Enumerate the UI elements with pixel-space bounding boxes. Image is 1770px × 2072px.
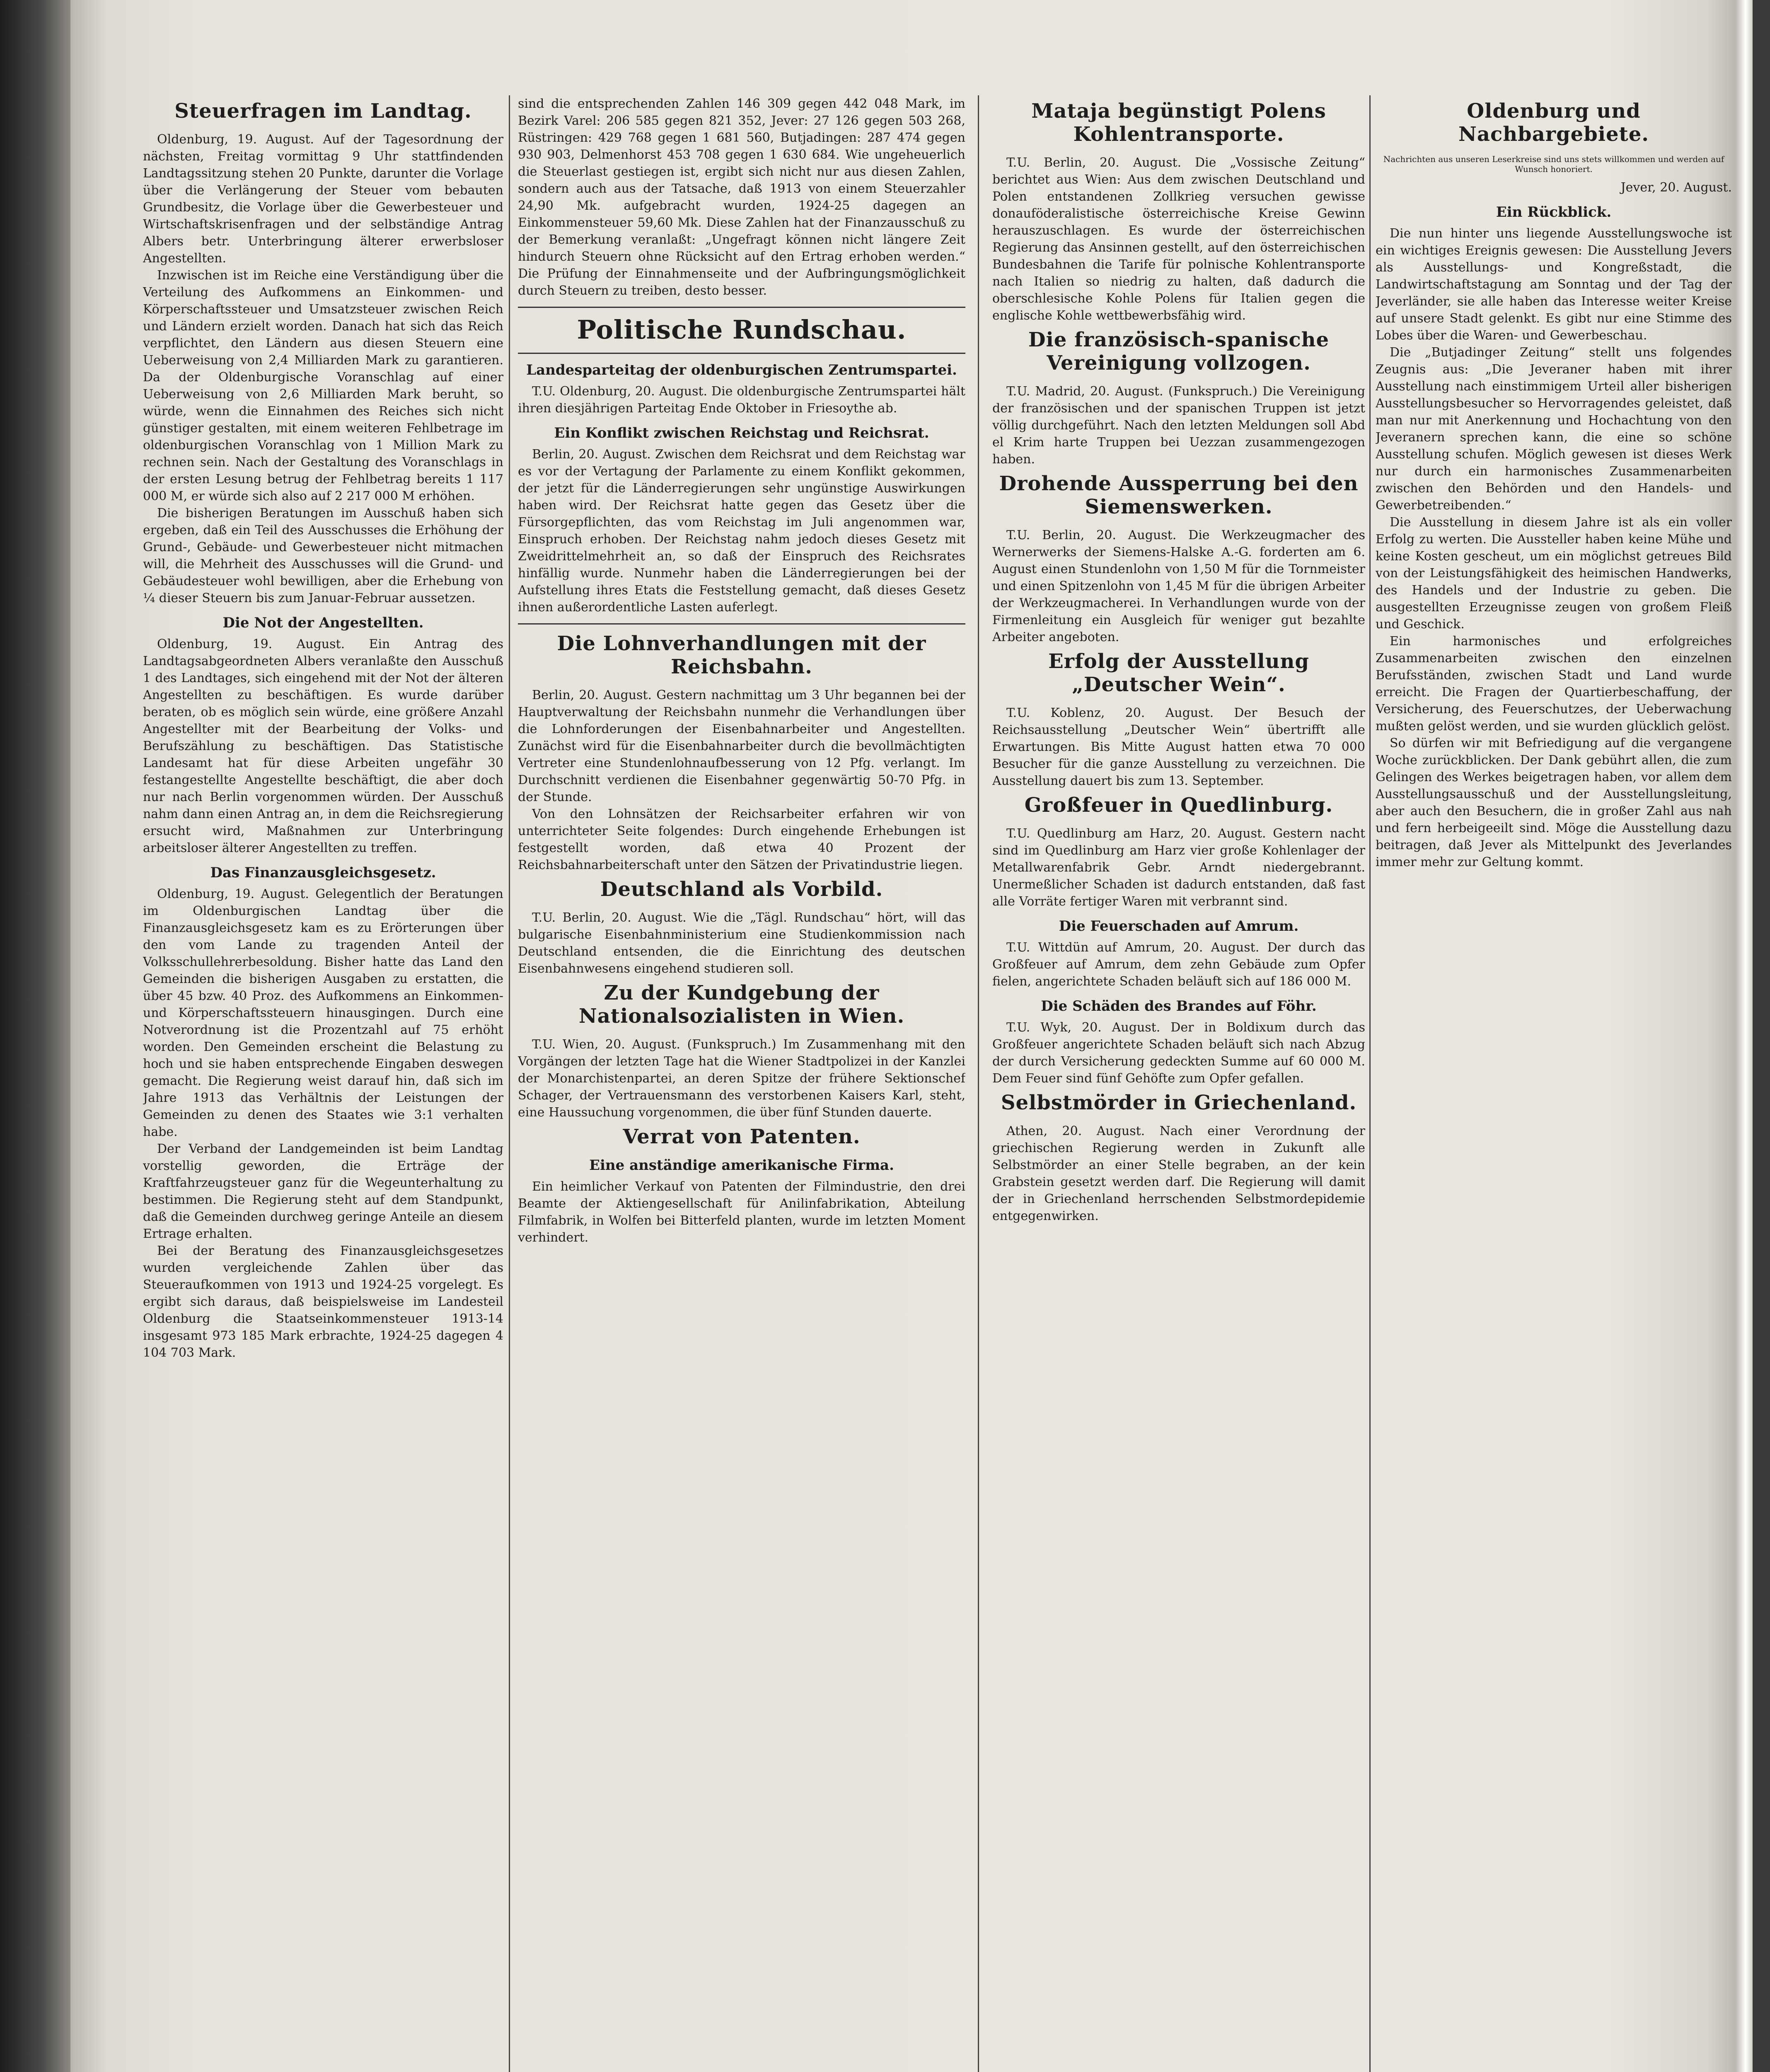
subheading-rueckblick: Ein Rückblick.: [1496, 204, 1612, 220]
article-paragraph: Inzwischen ist im Reiche eine Verständigung über die Verteilung des Aufkommens an Einkommen- und Körperschaftssteuer und Umsatzsteuer zwischen Reich und Ländern erzielt worden. Danach hat sich das Reich verpflichtet, den Ländern aus diesen Steuern eine Ueberweisung von 2,4 Milliarden Mark zu garantieren. Da der Oldenburgische Voranschlag auf einer Ueberweisung von 2,6 Milliarden Mark beruht, so würde, wenn die Einnahmen des Reiches sich nicht günstiger gestalten, mit einem weiteren Fehlbetrage im oldenburgischen Voranschlag von 1 Million Mark zu rechnen sein. Nach der Gestaltung des Voranschlags in der ersten Lesung betrug der Fehlbetrag bereits 1 117 000 M, er würde sich also auf 2 217 000 M erhöhen.: [143, 268, 503, 503]
section-divider: [518, 307, 965, 308]
subheading-foehr: Die Schäden des Brandes auf Föhr.: [1041, 998, 1317, 1014]
headline-kundgebung-wien: Zu der Kundgebung der Nationalsozialisten in Wien.: [578, 981, 905, 1028]
section-divider: [518, 623, 965, 625]
headline-franz-span: Die französisch-spanische Vereinigung vollzogen.: [1028, 328, 1330, 375]
article-paragraph: T.U. Madrid, 20. August. (Funkspruch.) Die Vereinigung der französischen und der spanischen Truppen ist jetzt völlig durchgeführt. Nach den letzten Meldungen soll Abd el Krim harte Truppen bei Uezzan zusammengezogen haben.: [992, 384, 1365, 467]
book-spine-shadow: [0, 0, 70, 2072]
headline-deutscher-wein: Erfolg der Ausstellung „Deutscher Wein“.: [1048, 650, 1309, 696]
headline-mataja: Mataja begünstigt Polens Kohlentransporte.: [1031, 99, 1326, 146]
subheading-finanzausgleich: Das Finanzausgleichsgesetz.: [210, 864, 436, 881]
article-paragraph: Die bisherigen Beratungen im Ausschuß haben sich ergeben, daß ein Teil des Ausschusses die Erhöhung der Grund-, Gebäude- und Gewerbesteuer nicht mitmachen will, die Mehrheit des Ausschusses will die Grund- und Gebäudesteuer wohl bewilligen, aber die Erhebung von ¼ dieser Steuern bis zum Januar-Februar aussetzen.: [143, 506, 503, 605]
dateline: Jever, 20. August.: [1620, 180, 1732, 195]
subheading-konflikt: Ein Konflikt zwischen Reichstag und Reichsrat.: [554, 425, 929, 441]
article-paragraph: Ein harmonisches und erfolgreiches Zusammenarbeiten zwischen den einzelnen Berufsständen, zwischen Stadt und Land wurde erreicht. Die Fragen der Quartierbeschaffung, der Versicherung, des Feuerschutzes, der Ueberwachung mußten gelöst werden, und sie wurden glücklich gelöst.: [1376, 634, 1732, 733]
article-paragraph: Die nun hinter uns liegende Ausstellungswoche ist ein wichtiges Ereignis gewesen: Die Ausstellung Jevers als Ausstellungs- und Kongreßstadt, die Landwirtschaftstagung am Sonntag und der Tag der Jeverländer, sie alle haben das Interesse weiter Kreise auf unsere Stadt gelenkt. Es gibt nur eine Stimme des Lobes über die Waren- und Gewerbeschau.: [1376, 226, 1732, 343]
headline-selbstmoerder: Selbstmörder in Griechenland.: [1001, 1091, 1357, 1114]
article-paragraph: T.U. Wyk, 20. August. Der in Boldixum durch das Großfeuer angerichtete Schaden beläuft sich nach Abzug der durch Versicherung gedeckten Summe auf 60 000 M. Dem Feuer sind fünf Gehöfte zum Opfer gefallen.: [992, 1020, 1365, 1086]
headline-verrat-patenten: Verrat von Patenten.: [623, 1125, 861, 1148]
article-paragraph: Die „Butjadinger Zeitung“ stellt uns folgendes Zeugnis aus: „Die Jeveraner haben mit ihrer Ausstellung nach einstimmigem Urteil aller bisherigen Ausstellungsbesucher so Hervorragendes geleistet, daß man nur mit Anerkennung und Hochachtung von den Jeveranern sprechen kann, die eine so schöne Ausstellung schufen. Möglich gewesen ist dieses Werk nur durch ein harmonisches Zusammenarbeiten zwischen den Behörden und den Handels- und Gewerbetreibenden.“: [1376, 345, 1732, 513]
article-paragraph: sind die entsprechenden Zahlen 146 309 gegen 442 048 Mark, im Bezirk Varel: 206 585 gegen 821 352, Jever: 27 126 gegen 503 268, Rüstringen: 429 768 gegen 1 681 560, Butjadingen: 287 474 gegen 930 903, Delmenhorst 453 708 gegen 1 630 684. Wie ungeheuerlich die Steuerlast gestiegen ist, ergibt sich nicht nur aus diesen Zahlen, sondern auch aus der Tatsache, daß 1913 von einem Steuerzahler 24,90 Mk. aufgebracht wurden, 1924-25 dagegen an Einkommensteuer 59,60 Mk. Diese Zahlen hat der Finanzausschuß zu der Bemerkung veranlaßt: „Ungefragt können nicht längere Zeit hindurch Steuern ohne Rücksicht auf den Ertrag erhoben werden.“ Die Prüfung der Einnahmenseite und der Aufbringungsmöglichkeit durch Steuern zu treiben, desto besser.: [518, 97, 965, 298]
headline-grossfeuer: Großfeuer in Quedlinburg.: [1024, 794, 1333, 817]
column-4: [1376, 95, 1732, 2072]
page-edge: [1735, 0, 1753, 2072]
headline-politische-rundschau: Politische Rundschau.: [577, 315, 907, 345]
article-paragraph: Ein heimlicher Verkauf von Patenten der Filmindustrie, den drei Beamte der Aktiengesellschaft für Anilinfabrikation, Abteilung Filmfabrik, in Wolfen bei Bitterfeld planten, wurde im letzten Moment verhindert.: [518, 1179, 965, 1245]
column-rule-2: [978, 95, 979, 2072]
subheading-amrum: Die Feuerschaden auf Amrum.: [1059, 918, 1299, 934]
article-paragraph: Von den Lohnsätzen der Reichsarbeiter erfahren wir von unterrichteter Seite folgendes: Durch eingehende Erhebungen ist festgestellt worden, daß etwa 40 Prozent der Reichsbahnarbeiterschaft unter den Sätzen der Privatindustrie liegen.: [518, 807, 965, 872]
column-2: [518, 95, 965, 2072]
subheading-landesparteitag: Landesparteitag der oldenburgischen Zentrumspartei.: [526, 362, 957, 378]
headline-oldenburg-nachbargebiete: Oldenburg und Nachbargebiete.: [1458, 99, 1649, 146]
article-paragraph: T.U. Wittdün auf Amrum, 20. August. Der durch das Großfeuer auf Amrum, dem zehn Gebäude zum Opfer fielen, angerichtete Schaden beläuft sich auf 186 000 M.: [992, 940, 1365, 989]
column-3: [992, 95, 1365, 2072]
headline-deutschland-vorbild: Deutschland als Vorbild.: [600, 878, 883, 901]
subheading-amerikanische-firma: Eine anständige amerikanische Firma.: [589, 1157, 894, 1174]
article-paragraph: Berlin, 20. August. Zwischen dem Reichsrat und dem Reichstag war es vor der Vertagung der Parlamente zu einem Konflikt gekommen, der jetzt für die Länderregierungen sehr ungünstige Auswirkungen haben wird. Der Reichsrat hatte gegen das Gesetz über die Fürsorgepflichten, das vom Reichstag im Juli angenommen war, Einspruch erhoben. Der Reichstag nahm jedoch dieses Gesetz mit Zweidrittelmehrheit an, so daß der Einspruch des Reichsrates hinfällig wurde. Nunmehr haben die Länderregierungen bei der Aufstellung ihres Etats die Feststellung gemacht, daß dieses Gesetz ihnen außerordentliche Lasten auferlegt.: [518, 447, 965, 615]
article-paragraph: Die Ausstellung in diesem Jahre ist als ein voller Erfolg zu werten. Die Aussteller haben keine Mühe und keine Kosten gescheut, um ein möglichst getreues Bild von der Leistungsfähigkeit des heimischen Handwerks, des Handels und der Industrie zu geben. Die ausgestellten Erzeugnisse zeugen von großem Fleiß und Geschick.: [1376, 515, 1732, 632]
article-paragraph: Bei der Beratung des Finanzausgleichsgesetzes wurden vergleichende Zahlen über das Steueraufkommen von 1913 und 1924-25 vorgelegt. Es ergibt sich daraus, daß beispielsweise im Landesteil Oldenburg die Staatseinkommensteuer 1913-14 insgesamt 973 185 Mark erbrachte, 1924-25 dagegen 4 104 703 Mark.: [143, 1244, 503, 1360]
section-divider: [518, 353, 965, 354]
subheading-not-angestellten: Die Not der Angestellten.: [222, 615, 424, 631]
column-rule-3: [1369, 95, 1371, 2072]
article-paragraph: T.U. Berlin, 20. August. Die Werkzeugmacher des Wernerwerks der Siemens-Halske A.-G. forderten am 6. August einen Stundenlohn von 1,50 M für die Tornmeister und einen Spitzenlohn von 1,45 M für die übrigen Arbeiter der Werkzeugmacherei. In Verhandlungen wurde von der Firmenleitung ein Ausgleich für weniger gut bezahlte Arbeiter angeboten.: [992, 528, 1365, 644]
article-paragraph: Der Verband der Landgemeinden ist beim Landtag vorstellig geworden, die Erträge der Kraftfahrzeugsteuer ganz für die Wegeunterhaltung zu bestimmen. Die Regierung steht auf dem Standpunkt, daß die Gemeinden durchweg geringe Anteile an diesem Ertrage erhalten.: [143, 1142, 503, 1241]
article-paragraph: Berlin, 20. August. Gestern nachmittag um 3 Uhr begannen bei der Hauptverwaltung der Reichsbahn nunmehr die Verhandlungen über die Lohnforderungen der Eisenbahnarbeiter und Angestellten. Zunächst wird für die Eisenbahnarbeiter durch die bevollmächtigten Vertreter eine Stundenlohnaufbesserung von 12 Pfg. verlangt. Im Durchschnitt verdienen die Eisenbahner gegenwärtig 50-70 Pfg. in der Stunde.: [518, 688, 965, 804]
article-paragraph: T.U. Berlin, 20. August. Die „Vossische Zeitung“ berichtet aus Wien: Aus dem zwischen Deutschland und Polen entstandenen Zollkrieg versuchen gewisse donauföderalistische österreichische Kreise Gewinn herauszuschlagen. Es wurde der österreichischen Regierung das Ansinnen gestellt, auf den österreichischen Bundesbahnen die Tarife für polnische Kohlentransporte nach Italien so niedrig zu halten, daß dadurch die oberschlesische Kohle Polens für Italien gegen die englische Kohle wettbewerbsfähig wird.: [992, 155, 1365, 323]
column-1: [143, 95, 503, 2072]
article-paragraph: Oldenburg, 19. August. Auf der Tagesordnung der nächsten, Freitag vormittag 9 Uhr stattfindenden Landtagssitzung stehen 20 Punkte, darunter die Vorlage über die Verlängerung der Steuer vom bebauten Grundbesitz, die Vorlage über die Gewerbesteuer und Wirtschaftskrisenfragen und der selbständige Antrag Albers betr. Unterbringung älterer erwerbsloser Angestellten.: [143, 132, 503, 266]
column-rule-1: [509, 95, 510, 2072]
article-paragraph: T.U. Koblenz, 20. August. Der Besuch der Reichsausstellung „Deutscher Wein“ übertrifft alle Erwartungen. Bis Mitte August hatten etwa 70 000 Besucher für die ganze Ausstellung zu verzeichnen. Die Ausstellung dauert bis zum 13. September.: [992, 706, 1365, 788]
article-paragraph: T.U. Berlin, 20. August. Wie die „Tägl. Rundschau“ hört, will das bulgarische Eisenbahnministerium eine Studienkommission nach Deutschland entsenden, die die Einrichtung des deutschen Eisenbahnwesens eingehend studieren soll.: [518, 910, 965, 976]
article-paragraph: T.U. Wien, 20. August. (Funkspruch.) Im Zusammenhang mit den Vorgängen der letzten Tage hat die Wiener Stadtpolizei in der Kanzlei der Monarchistenpartei, an deren Spitze der frühere Sektionschef Schager, der Vertrauensmann des verstorbenen Kaisers Karl, steht, eine Haussuchung vorgenommen, die über fünf Stunden dauerte.: [518, 1037, 965, 1120]
headline-siemenswerke: Drohende Aussperrung bei den Siemenswerken.: [999, 472, 1359, 518]
article-paragraph: Oldenburg, 19. August. Ein Antrag des Landtagsabgeordneten Albers veranlaßte den Ausschuß 1 des Landtages, sich eingehend mit der Not der älteren Angestellten zu beschäftigen. Es wurde darüber beraten, ob es möglich sein würde, eine größere Anzahl Angestellter mit der Bearbeitung der Volks- und Berufszählung zu beschäftigen. Das Statistische Landesamt hat für diese Arbeiten ungefähr 30 festangestellte Angestellte beschäftigt, die aber doch nur nach Berlin vorgenommen würden. Der Ausschuß nahm dann einen Antrag an, in dem die Reichsregierung ersucht wird, Maßnahmen zur Unterbringung arbeitsloser älterer Angestellten zu treffen.: [143, 637, 503, 855]
article-paragraph: Athen, 20. August. Nach einer Verordnung der griechischen Regierung werden in Zukunft alle Selbstmörder an einer Stelle begraben, an der kein Grabstein gesetzt werden darf. Die Regierung will damit der in Griechenland herrschenden Selbstmordepidemie entgegenwirken.: [992, 1124, 1365, 1223]
reader-note: Nachrichten aus unseren Leserkreise sind uns stets willkommen und werden auf Wunsch honoriert.: [1383, 154, 1724, 174]
article-paragraph: T.U. Quedlinburg am Harz, 20. August. Gestern nacht sind im Quedlinburg am Harz vier große Kohlenlager der Metallwarenfabrik Gebr. Arndt niedergebrannt. Unermeßlicher Schaden ist dadurch entstanden, daß fast alle Vorräte fertiger Waren mit verbrannt sind.: [992, 826, 1365, 909]
article-paragraph: Oldenburg, 19. August. Gelegentlich der Beratungen im Oldenburgischen Landtag über die Finanzausgleichsgesetz kam es zu Erörterungen über den vom Lande zu tragenden Anteil der Volksschullehrerbesoldung. Bisher hatte das Land den Gemeinden die bisherigen Ausgaben zu erstatten, die über 45 bzw. 40 Proz. des Aufkommens an Einkommen- und Körperschaftssteuern hinausgingen. Durch eine Notverordnung ist die Prozentzahl auf 75 erhöht worden. Den Gemeinden erscheint die Belastung zu hoch und sie haben entsprechende Eingaben deswegen gemacht. Die Regierung weist darauf hin, daß sich im Jahre 1913 das Verhältnis der Leistungen der Gemeinden zu denen des Staates wie 3:1 verhalten habe.: [143, 887, 503, 1139]
article-paragraph: So dürfen wir mit Befriedigung auf die vergangene Woche zurückblicken. Der Dank gebührt allen, die zum Gelingen des Werkes beigetragen haben, vor allem dem Ausstellungsausschuß und der Ausstellungsleitung, aber auch den Besuchern, die in großer Zahl aus nah und fern herbeigeeilt sind. Möge die Ausstellung dazu beitragen, daß Jever als Mittelpunkt des Jeverlandes immer mehr zur Geltung kommt.: [1376, 736, 1732, 869]
headline-lohnverhandlungen: Die Lohnverhandlungen mit der Reichsbahn.: [557, 632, 926, 678]
article-paragraph: T.U. Oldenburg, 20. August. Die oldenburgische Zentrumspartei hält ihren diesjährigen Parteitag Ende Oktober in Friesoythe ab.: [518, 384, 965, 416]
headline-steuerfragen: Steuerfragen im Landtag.: [174, 99, 472, 123]
